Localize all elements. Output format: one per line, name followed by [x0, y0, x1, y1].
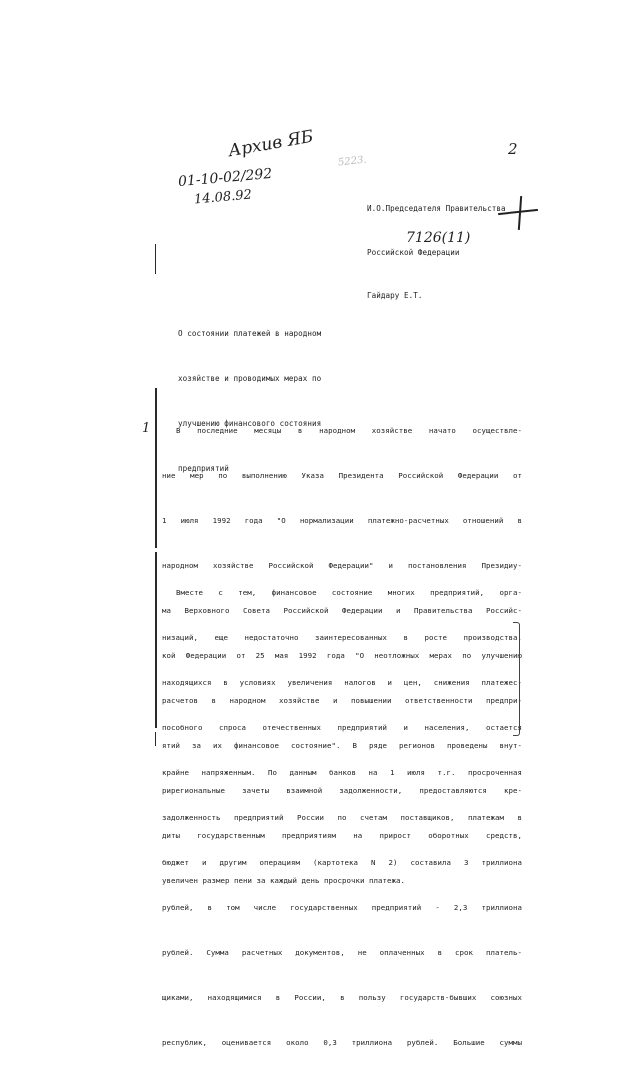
body-line: крайне напряженным. По данным банков на 1 июля т.г. просроченная	[162, 768, 522, 777]
body-line: находящихся в условиях увеличения налогов и цен, снижения платежес-	[162, 678, 522, 687]
body-line: Вместе с тем, финансовое состояние многих предприятий, орга-	[176, 588, 522, 597]
subject-line: улучшению финансового состояния	[178, 419, 322, 428]
body-line: 1 июля 1992 года "О нормализации платежно-расчетных отношений в	[162, 516, 522, 525]
body-line: республик, оценивается около 0,3 триллиона рублей. Большие суммы	[162, 1038, 522, 1047]
body-line: увеличен размер пени за каждый день просрочки платежа.	[162, 876, 405, 885]
body-line: низаций, еще недостаточно заинтересованных в росте производства,	[162, 633, 522, 642]
cross-mark-vertical	[518, 196, 522, 230]
page-number: 2	[508, 140, 518, 158]
body-line: В последние месяцы в народном хозяйстве начато осуществле-	[176, 426, 522, 435]
body-line: народном хозяйстве Российской Федерации" и постановления Президиу-	[162, 561, 522, 570]
reference-number: 01-10-02/292	[177, 165, 273, 191]
addressee-line: И.О.Председателя Правительства	[367, 204, 506, 213]
body-line: кой Федерации от 25 мая 1992 года "О неотложных мерах по улучшению	[162, 651, 522, 660]
body-line: бюджет и другим операциям (картотека N 2) составила 3 триллиона	[162, 858, 522, 867]
addressee-block	[367, 173, 506, 318]
body-line: расчетов в народном хозяйстве и повышении ответственности предпри-	[162, 696, 522, 705]
body-line: пособного спроса отечественных предприятий и населения, остается	[162, 723, 522, 732]
margin-rule	[155, 732, 156, 746]
archive-note: Архив ЯБ	[226, 126, 315, 162]
subject-line: хозяйстве и проводимых мерах по	[178, 374, 322, 383]
registration-number: 7126(11)	[406, 230, 471, 246]
body-line: рирегиональные зачеты взаимной задолженности, предоставляются кре-	[162, 786, 522, 795]
addressee-line: Российской Федерации	[367, 247, 460, 257]
margin-rule	[155, 552, 157, 728]
body-paragraph-2	[162, 555, 522, 1065]
body-line: щиками, находящимися в России, в пользу государств-бывших союзных	[162, 993, 522, 1002]
body-line: рублей, в том числе государственных предприятий - 2,3 триллиона	[162, 903, 522, 912]
margin-rule	[155, 244, 156, 274]
reference-date: 14.08.92	[193, 187, 253, 208]
body-line: ятий за их финансовое состояние". В ряде регионов проведены внут-	[162, 741, 522, 750]
body-line: ние мер по выполнению Указа Президента Российской Федерации от	[162, 471, 522, 480]
subject-line: предприятий	[178, 464, 229, 473]
body-line: рублей. Сумма расчетных документов, не оплаченных в срок платель-	[162, 948, 522, 957]
margin-mark: 1	[142, 421, 151, 436]
body-line: ма Верховного Совета Российской Федерации и Правительства Российс-	[162, 606, 522, 615]
margin-bracket	[513, 622, 520, 736]
subject-line: О состоянии платежей в народном	[178, 329, 322, 338]
faint-archive-number: 5223.	[337, 154, 368, 169]
margin-rule	[155, 388, 157, 548]
addressee-line: Гайдару Е.Т.	[367, 291, 423, 300]
body-line: задолженность предприятий России по счетам поставщиков, платежам в	[162, 813, 522, 822]
body-line: диты государственным предприятиям на прирост оборотных средств,	[162, 831, 522, 840]
